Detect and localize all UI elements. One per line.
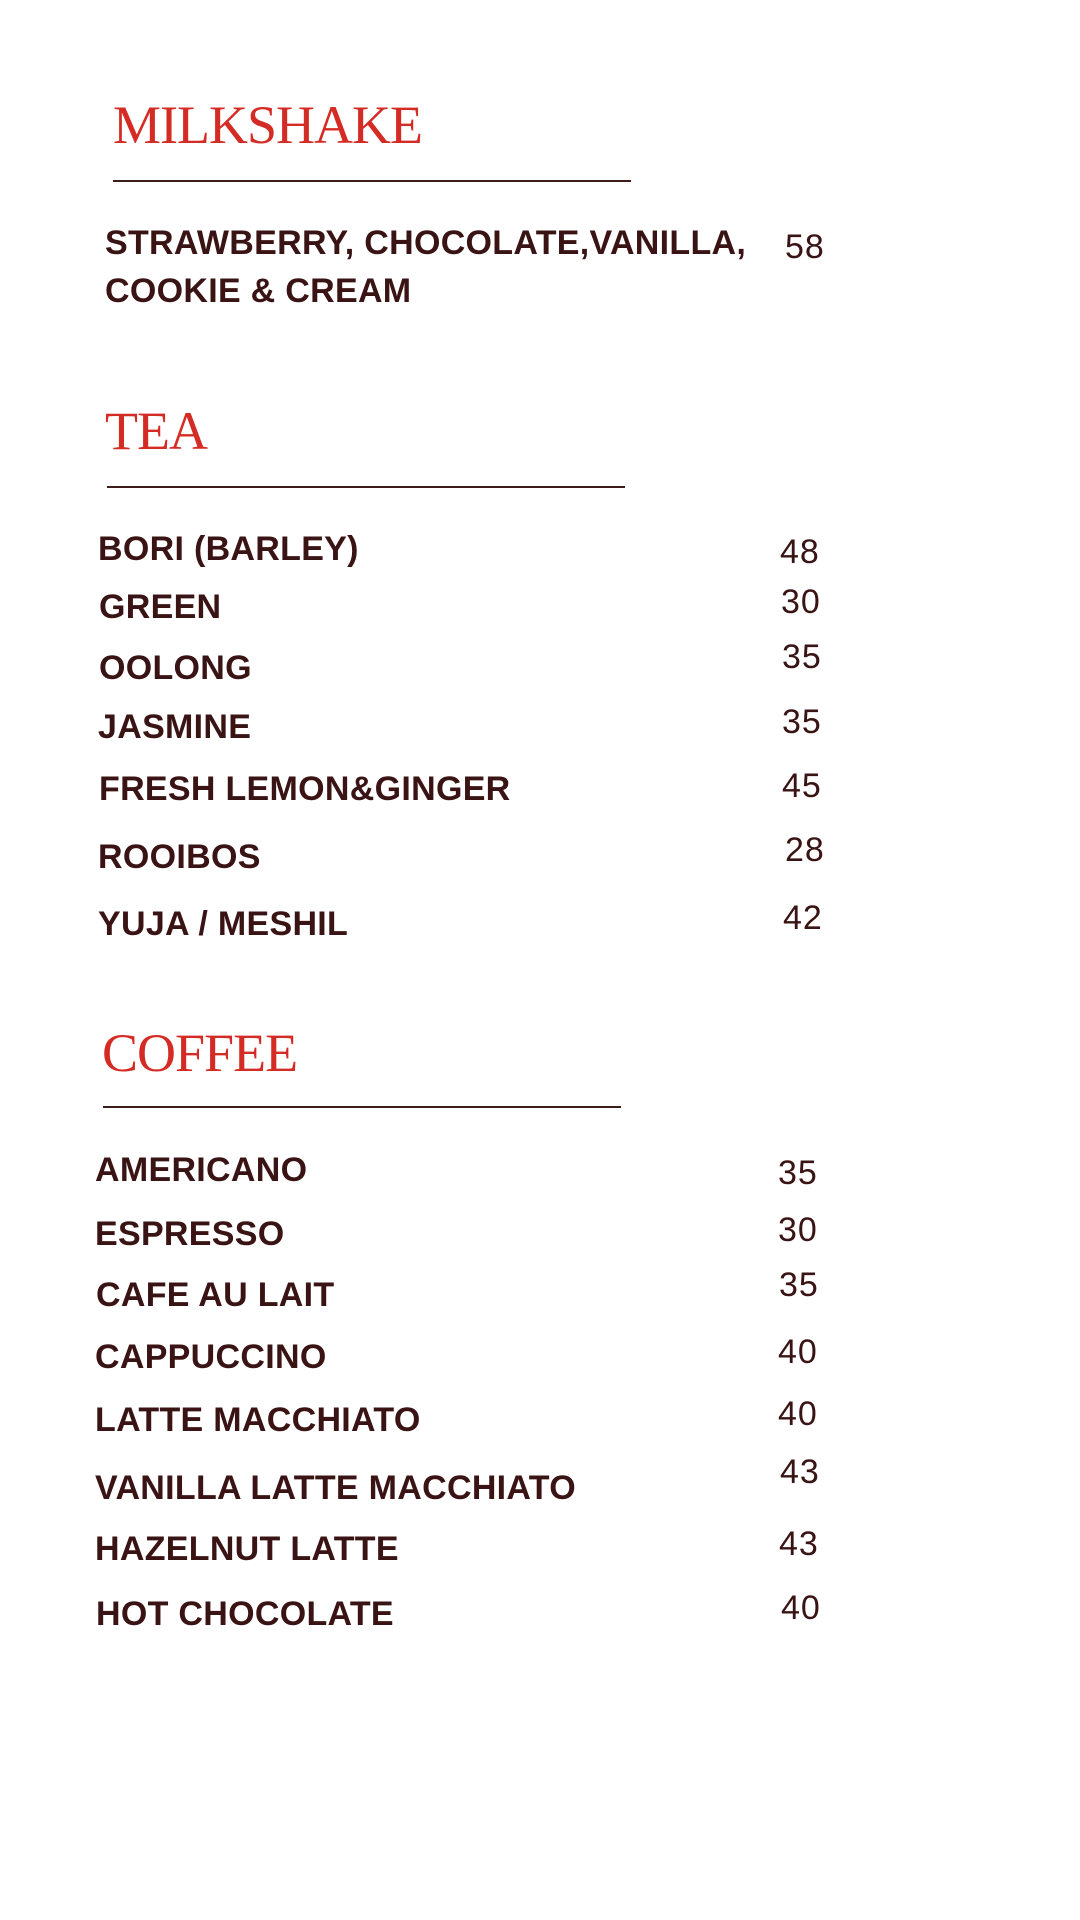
milkshake-item-price: 58	[785, 228, 825, 266]
coffee-item-price: 43	[780, 1453, 820, 1491]
coffee-item-price: 40	[781, 1589, 821, 1627]
tea-item-name: GREEN	[99, 588, 222, 626]
tea-item-price: 35	[782, 638, 822, 676]
tea-item-price: 45	[782, 767, 822, 805]
coffee-item-price: 30	[778, 1211, 818, 1249]
tea-item-name: ROOIBOS	[98, 838, 261, 876]
tea-item-name: FRESH LEMON&GINGER	[99, 770, 511, 808]
coffee-item-price: 40	[778, 1333, 818, 1371]
tea-item-price: 30	[781, 583, 821, 621]
milkshake-divider	[113, 180, 631, 182]
coffee-item-price: 40	[778, 1395, 818, 1433]
coffee-section-title: COFFEE	[102, 1023, 298, 1083]
tea-item-name: YUJA / MESHIL	[98, 905, 349, 943]
coffee-divider	[103, 1106, 621, 1108]
coffee-item-name: CAPPUCCINO	[95, 1338, 327, 1376]
coffee-item-price: 35	[779, 1266, 819, 1304]
milkshake-section-title: MILKSHAKE	[113, 95, 422, 155]
coffee-item-name: AMERICANO	[95, 1151, 308, 1189]
tea-item-price: 42	[783, 899, 823, 937]
coffee-item-price: 43	[779, 1525, 819, 1563]
tea-divider	[107, 486, 625, 488]
tea-item-price: 28	[785, 831, 825, 869]
tea-item-name: BORI (BARLEY)	[98, 530, 359, 568]
coffee-item-name: CAFE AU LAIT	[96, 1276, 335, 1314]
milkshake-item-name-line2: COOKIE & CREAM	[105, 272, 412, 310]
tea-item-name: JASMINE	[98, 708, 252, 746]
tea-section-title: TEA	[105, 401, 207, 461]
coffee-item-name: VANILLA LATTE MACCHIATO	[95, 1469, 576, 1507]
coffee-item-name: HAZELNUT LATTE	[95, 1530, 399, 1568]
coffee-item-price: 35	[778, 1154, 818, 1192]
coffee-item-name: ESPRESSO	[95, 1215, 285, 1253]
coffee-item-name: HOT CHOCOLATE	[96, 1595, 394, 1633]
milkshake-item-name-line1: STRAWBERRY, CHOCOLATE,VANILLA,	[105, 224, 747, 262]
tea-item-name: OOLONG	[99, 649, 252, 687]
coffee-item-name: LATTE MACCHIATO	[95, 1401, 421, 1439]
tea-item-price: 35	[782, 703, 822, 741]
tea-item-price: 48	[780, 533, 820, 571]
